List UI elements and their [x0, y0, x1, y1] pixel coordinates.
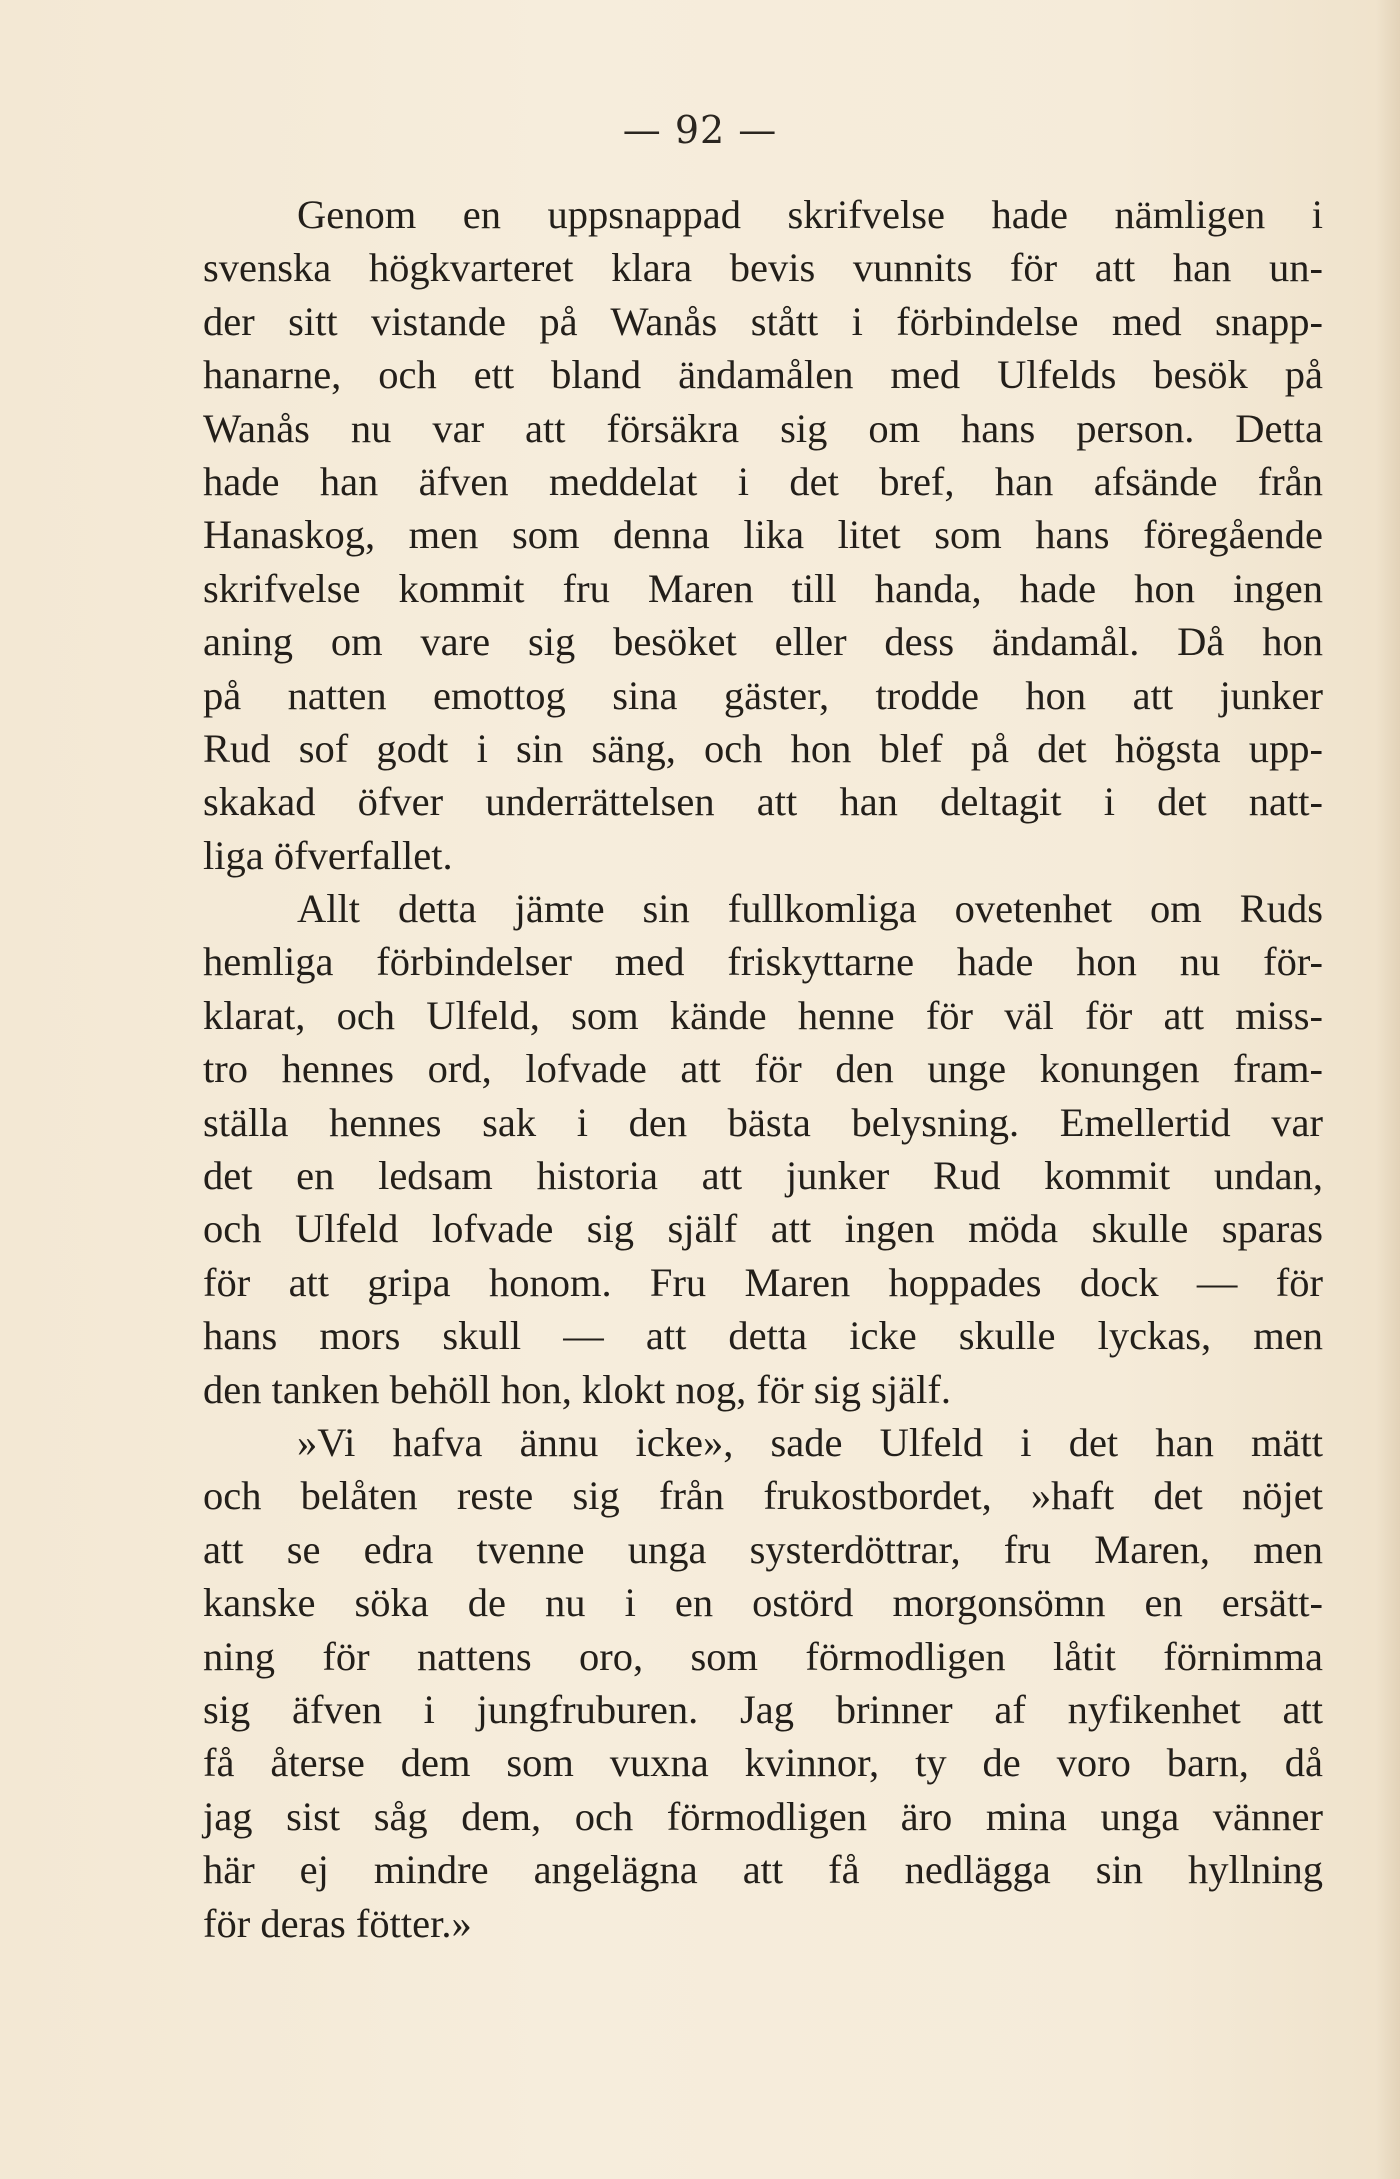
text-line: svenska högkvarteret klara bevis vunnits för att han un-: [203, 245, 1323, 291]
body-text: [203, 188, 1323, 1950]
text-line: hemliga förbindelser med friskyttarne hade hon nu för-: [203, 939, 1323, 985]
text-line: för deras fötter.»: [203, 1900, 472, 1946]
text-line: ning för nattens oro, som förmodligen låtit förnimma: [203, 1633, 1323, 1679]
text-line: Hanaskog, men som denna lika litet som hans föregående: [203, 512, 1323, 558]
text-line: skakad öfver underrättelsen att han deltagit i det natt-: [203, 779, 1323, 825]
text-line: liga öfverfallet.: [203, 832, 453, 878]
text-line: Rud sof godt i sin säng, och hon blef på det högsta upp-: [203, 725, 1323, 771]
text-line: Genom en uppsnappad skrifvelse hade nämligen i: [297, 192, 1323, 237]
text-line: och belåten reste sig från frukostbordet, »haft det nöjet: [203, 1473, 1323, 1519]
text-line: der sitt vistande på Wanås stått i förbindelse med snapp-: [203, 298, 1323, 344]
text-line: jag sist såg dem, och förmodligen äro mina unga vänner: [203, 1793, 1323, 1839]
text-line: att se edra tvenne unga systerdöttrar, fru Maren, men: [203, 1526, 1323, 1572]
text-line: Wanås nu var att försäkra sig om hans person. Detta: [203, 405, 1323, 451]
text-line: på natten emottog sina gäster, trodde hon att junker: [203, 672, 1323, 718]
text-line: få återse dem som vuxna kvinnor, ty de voro barn, då: [203, 1740, 1323, 1786]
text-line: klarat, och Ulfeld, som kände henne för väl för att miss-: [203, 992, 1323, 1038]
text-line: hade han äfven meddelat i det bref, han afsände från: [203, 458, 1323, 504]
text-line: och Ulfeld lofvade sig själf att ingen möda skulle sparas: [203, 1206, 1323, 1252]
text-line: här ej mindre angelägna att få nedlägga sin hyllning: [203, 1847, 1323, 1893]
text-line: kanske söka de nu i en ostörd morgonsömn en ersätt-: [203, 1580, 1323, 1626]
text-line: hans mors skull — att detta icke skulle lyckas, men: [203, 1313, 1323, 1359]
page-number: — 92 —: [622, 108, 778, 152]
text-line: skrifvelse kommit fru Maren till handa, hade hon ingen: [203, 565, 1323, 611]
text-line: »Vi hafva ännu icke», sade Ulfeld i det han mätt: [297, 1419, 1323, 1465]
text-line: Allt detta jämte sin fullkomliga ovetenhet om Ruds: [297, 886, 1323, 932]
text-line: tro hennes ord, lofvade att för den unge konungen fram-: [203, 1046, 1323, 1092]
text-line: ställa hennes sak i den bästa belysning. Emellertid var: [203, 1099, 1323, 1145]
text-line: för att gripa honom. Fru Maren hoppades dock — för: [203, 1259, 1323, 1305]
text-line: den tanken behöll hon, klokt nog, för sig själf.: [203, 1366, 952, 1412]
text-line: det en ledsam historia att junker Rud kommit undan,: [203, 1153, 1323, 1199]
text-line: sig äfven i jungfruburen. Jag brinner af nyfikenhet att: [203, 1686, 1323, 1732]
text-line: hanarne, och ett bland ändamålen med Ulfelds besök på: [203, 352, 1323, 398]
page-edge-shadow: [1376, 0, 1400, 2179]
text-line: aning om vare sig besöket eller dess ändamål. Då hon: [203, 619, 1323, 665]
